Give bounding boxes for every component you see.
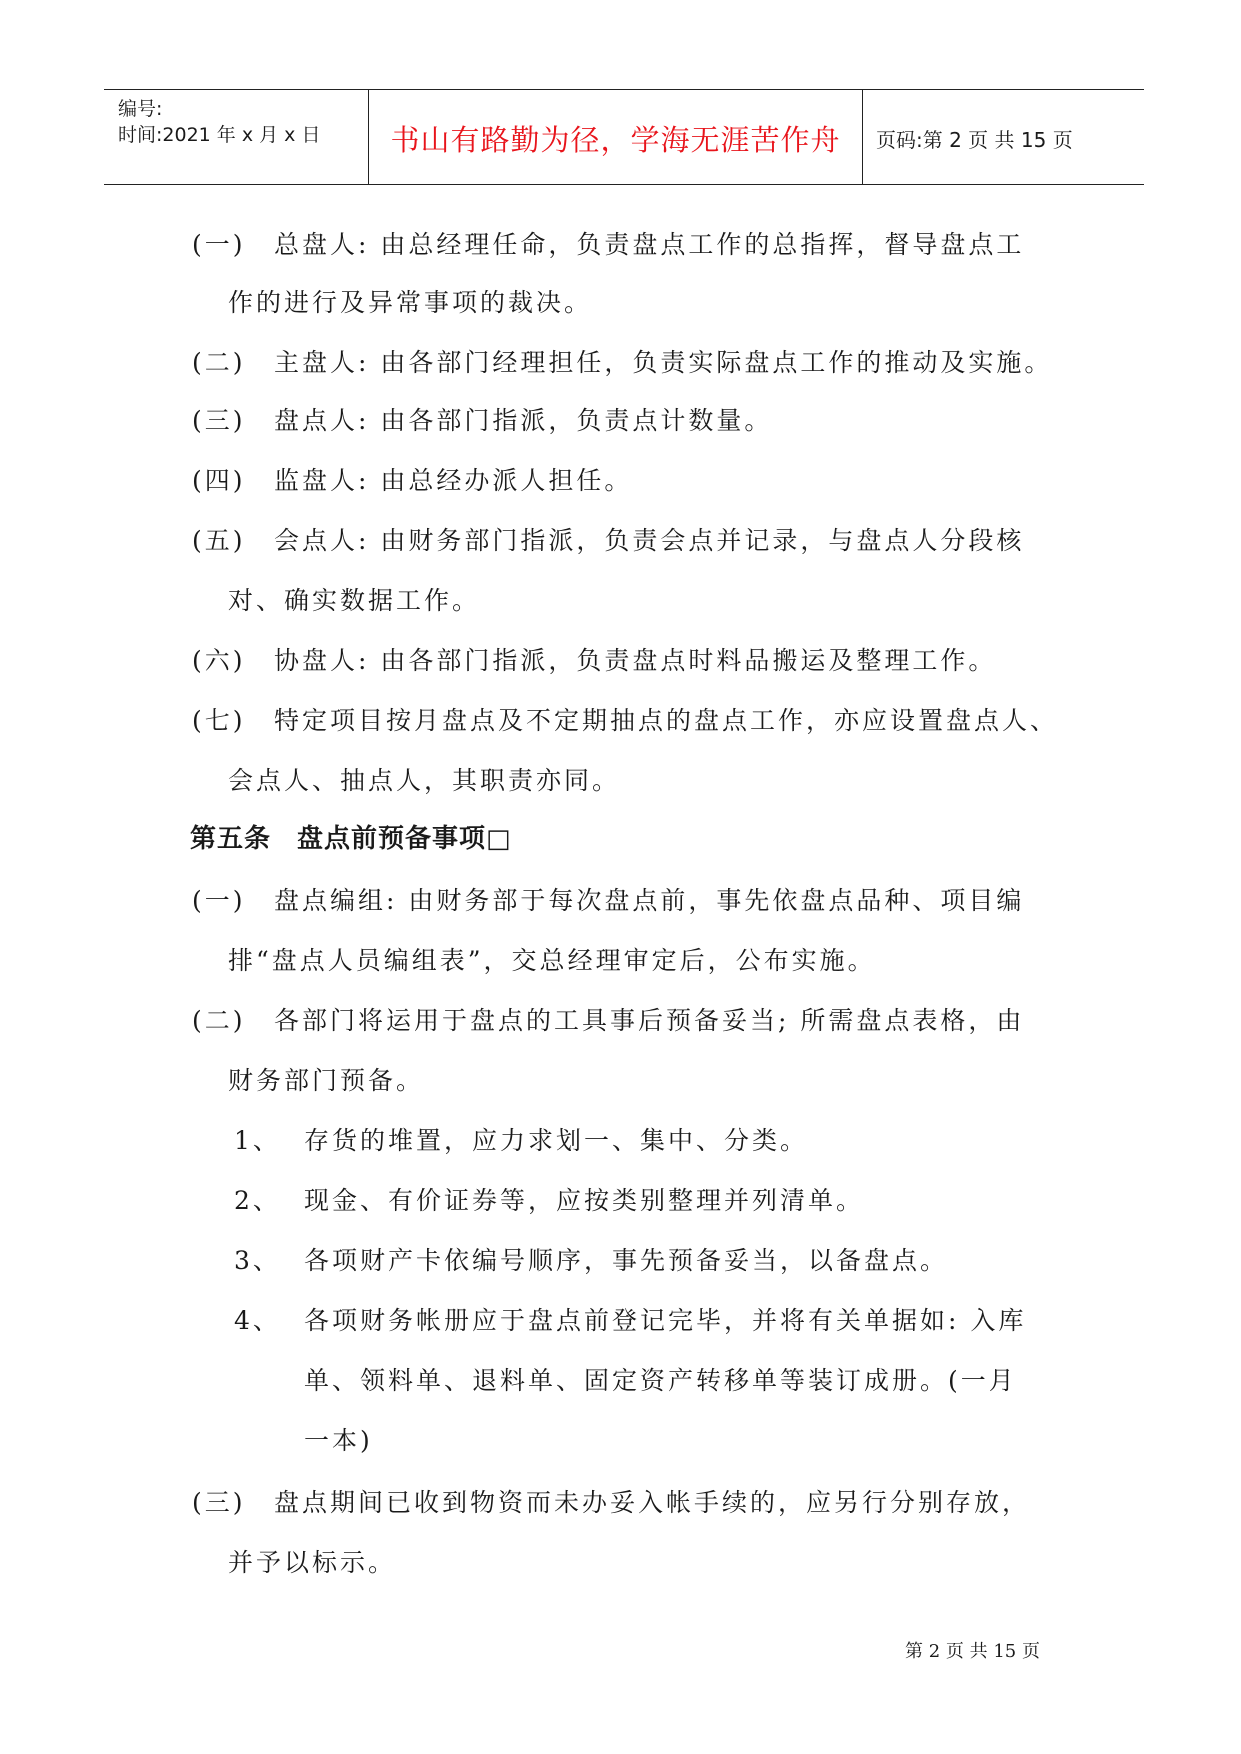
prep-item bbox=[192, 888, 1024, 913]
header-motto-cell bbox=[369, 90, 863, 184]
item-number: (一) bbox=[192, 886, 246, 915]
item-number: (四) bbox=[192, 466, 246, 495]
item-text: 盘点期间已收到物资而未办妥入帐手续的，应另行分别存放， bbox=[274, 1488, 1031, 1517]
section-heading bbox=[190, 826, 512, 852]
role-item bbox=[192, 528, 1024, 553]
role-item-continuation: 作的进行及异常事项的裁决。 bbox=[228, 288, 593, 317]
role-item bbox=[192, 468, 632, 493]
sub-item bbox=[234, 1128, 808, 1153]
sub-item-text: 存货的堆置，应力求划一、集中、分类。 bbox=[304, 1126, 809, 1155]
item-text: 主盘人: 由各部门经理担任，负责实际盘点工作的推动及实施。 bbox=[274, 348, 1053, 377]
page-footer: 第 2 页 共 15 页 bbox=[905, 1641, 1040, 1662]
role-item bbox=[192, 648, 996, 673]
sub-item-text: 现金、有价证券等，应按类别整理并列清单。 bbox=[304, 1186, 865, 1215]
item-text: 盘点人: 由各部门指派，负责点计数量。 bbox=[274, 406, 773, 435]
item-number: (三) bbox=[192, 1488, 246, 1517]
role-item bbox=[192, 232, 1024, 257]
sub-item-continuation: 单、领料单、退料单、固定资产转移单等装订成册。(一月 bbox=[304, 1366, 1017, 1395]
header-page-number: 页码:第 2 页 共 15 页 bbox=[876, 128, 1073, 152]
sub-item bbox=[234, 1248, 948, 1273]
sub-item bbox=[234, 1188, 864, 1213]
sub-item-continuation: 一本) bbox=[304, 1426, 373, 1455]
section-number: 第五条 bbox=[190, 824, 272, 854]
item-text: 会点人: 由财务部门指派，负责会点并记录，与盘点人分段核 bbox=[274, 526, 1025, 555]
sub-item-text: 各项财务帐册应于盘点前登记完毕，并将有关单据如: 入库 bbox=[304, 1306, 1027, 1335]
role-item bbox=[192, 350, 1052, 375]
sub-item bbox=[234, 1308, 1026, 1333]
document-time-label: 时间:2021 年 x 月 x 日 bbox=[118, 124, 321, 146]
role-item-continuation: 会点人、抽点人，其职责亦同。 bbox=[228, 766, 621, 795]
header-page-cell bbox=[864, 90, 1144, 184]
item-number: (二) bbox=[192, 348, 246, 377]
prep-item bbox=[192, 1008, 1024, 1033]
header-meta-cell bbox=[104, 90, 369, 184]
item-text: 特定项目按月盘点及不定期抽点的盘点工作，亦应设置盘点人、 bbox=[274, 706, 1059, 735]
header-motto: 书山有路勤为径，学海无涯苦作舟 bbox=[390, 123, 841, 157]
item-text: 协盘人: 由各部门指派，负责盘点时料品搬运及整理工作。 bbox=[274, 646, 997, 675]
document-header bbox=[104, 89, 1144, 185]
item-number: (七) bbox=[192, 706, 246, 735]
role-item bbox=[192, 408, 772, 433]
item-number: (六) bbox=[192, 646, 246, 675]
prep-item-continuation: 财务部门预备。 bbox=[228, 1066, 425, 1095]
sub-item-number: 1、 bbox=[234, 1126, 281, 1155]
item-number: (一) bbox=[192, 230, 246, 259]
item-number: (三) bbox=[192, 406, 246, 435]
sub-item-number: 3、 bbox=[234, 1246, 281, 1275]
section-title: 盘点前预备事项□ bbox=[297, 824, 512, 854]
item-number: (二) bbox=[192, 1006, 246, 1035]
item-text: 盘点编组: 由财务部于每次盘点前，事先依盘点品种、项目编 bbox=[274, 886, 1025, 915]
item-text: 总盘人: 由总经理任命，负责盘点工作的总指挥，督导盘点工 bbox=[274, 230, 1025, 259]
sub-item-number: 4、 bbox=[234, 1306, 281, 1335]
prep-item-continuation: 并予以标示。 bbox=[228, 1548, 397, 1577]
sub-item-text: 各项财产卡依编号顺序，事先预备妥当，以备盘点。 bbox=[304, 1246, 949, 1275]
role-item-continuation: 对、确实数据工作。 bbox=[228, 586, 481, 615]
prep-item bbox=[192, 1490, 1030, 1515]
item-number: (五) bbox=[192, 526, 246, 555]
item-text: 各部门将运用于盘点的工具事后预备妥当; 所需盘点表格，由 bbox=[274, 1006, 1025, 1035]
role-item bbox=[192, 708, 1058, 733]
document-number-label: 编号: bbox=[118, 98, 163, 120]
item-text: 监盘人: 由总经办派人担任。 bbox=[274, 466, 633, 495]
sub-item-number: 2、 bbox=[234, 1186, 281, 1215]
prep-item-continuation: 排“盘点人员编组表”，交总经理审定后，公布实施。 bbox=[228, 946, 876, 975]
